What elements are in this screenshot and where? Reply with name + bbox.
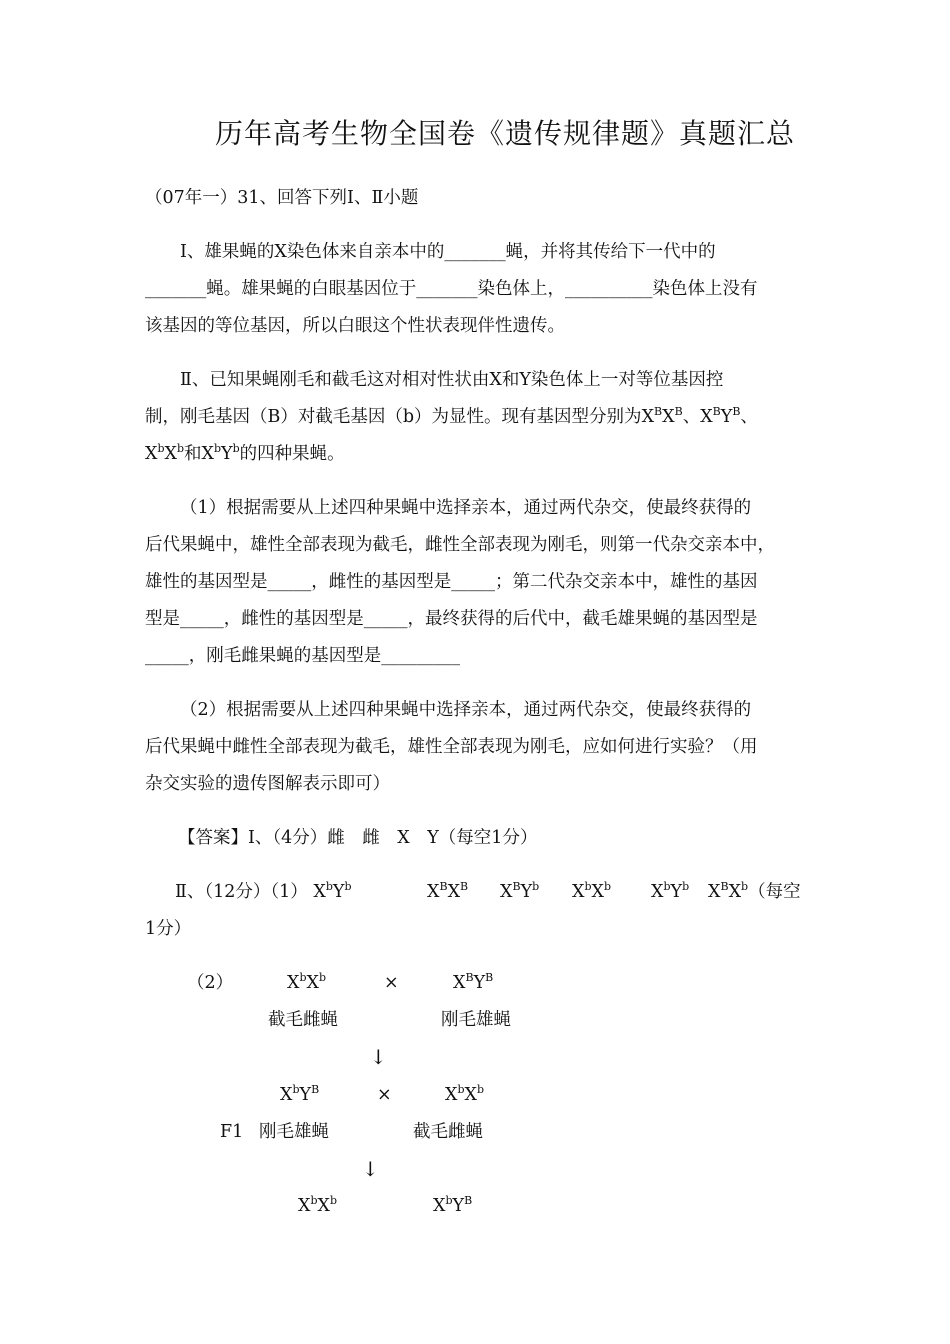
q2-line-1: （2）根据需要从上述四种果蝇中选择亲本，通过两代杂交，使最终获得的 [180, 700, 752, 720]
q2-line-2: 后代果蝇中雌性全部表现为截毛，雄性全部表现为刚毛，应如何进行实验？（用 [145, 737, 758, 757]
q1-line-2: 后代果蝇中，雄性全部表现为截毛，雌性全部表现为刚毛，则第一代杂交亲本中， [145, 535, 775, 555]
part1-line-3: 该基因的等位基因，所以白眼这个性状表现伴性遗传。 [145, 316, 565, 336]
answer-genotype-4: $X^bX^b$ [572, 880, 612, 902]
q1-line-1: （1）根据需要从上述四种果蝇中选择亲本，通过两代杂交，使最终获得的 [180, 498, 752, 518]
part1-line-1: Ⅰ、雄果蝇的X染色体来自亲本中的_______蝇，并将其传给下一代中的 [180, 242, 716, 262]
answer-part2-line-2: 1分） [145, 919, 192, 939]
f2-female-genotype: $X^bX^b$ [298, 1194, 338, 1216]
q1-line-5: _____，刚毛雌果蝇的基因型是_________ [145, 646, 460, 666]
down-arrow-icon: ↓ [370, 1045, 387, 1069]
part2-line-2: 制，刚毛基因（B）对截毛基因（b）为显性。现有基因型分别为$X^BX^B$、$X^BY^B$、 [145, 405, 758, 427]
answer-genotype-1: $X^bY^b$ [313, 880, 352, 902]
genotype-XbXb: $X^bX^b$ [145, 442, 185, 464]
answer-genotype-6: $X^BX^b$（每空 [708, 880, 801, 902]
f1-female-genotype: $X^bX^b$ [445, 1083, 485, 1105]
p-cross-symbol: × [384, 973, 399, 993]
genotype-XbYb: $X^bY^b$ [201, 442, 240, 464]
part2-line-2-text: 制，刚毛基因（B）对截毛基因（b）为显性。现有基因型分别为 [145, 407, 642, 427]
q2-line-3: 杂交实验的遗传图解表示即可） [145, 774, 390, 794]
answer-genotype-3: $X^BY^b$ [500, 880, 540, 902]
p-female-label: 截毛雌蝇 [268, 1010, 338, 1030]
p-male-genotype: $X^BY^B$ [453, 971, 494, 993]
answer-genotype-2: $X^BX^B$ [427, 880, 469, 902]
diagram-label: （2） [187, 973, 234, 993]
genotype-XBYB: $X^BY^B$ [700, 405, 741, 427]
page-title: 历年高考生物全国卷《遗传规律题》真题汇总 [214, 117, 795, 150]
answer-genotype-5: $X^bY^b$ [651, 880, 690, 902]
part1-line-2: _______蝇。雄果蝇的白眼基因位于_______染色体上，__________染色体上没有 [145, 279, 758, 299]
f1-cross-symbol: × [377, 1085, 392, 1105]
p-female-genotype: $X^bX^b$ [287, 971, 327, 993]
answer-part2-line-1: Ⅱ、（12分）（1） $X^bY^b$ [175, 880, 352, 902]
f1-female-label: 截毛雌蝇 [413, 1122, 483, 1142]
f2-male-genotype: $X^bY^B$ [433, 1194, 473, 1216]
genotype-XBXB: $X^BX^B$ [641, 405, 683, 427]
part2-line-1: Ⅱ、已知果蝇刚毛和截毛这对相对性状由X和Y染色体上一对等位基因控 [180, 370, 724, 390]
q1-line-4: 型是_____，雌性的基因型是_____，最终获得的后代中，截毛雄果蝇的基因型是 [145, 609, 758, 629]
p-male-label: 刚毛雄蝇 [441, 1010, 511, 1030]
question-header: （07年一）31、回答下列Ⅰ、Ⅱ小题 [145, 188, 419, 208]
down-arrow-2-icon: ↓ [362, 1157, 379, 1181]
q1-line-3: 雄性的基因型是_____，雌性的基因型是_____；第二代杂交亲本中，雄性的基因 [145, 572, 758, 592]
answer-part1: 【答案】Ⅰ、（4分）雌 雌 X Y（每空1分） [178, 828, 538, 848]
f1-male-label: 刚毛雄蝇 [259, 1122, 329, 1142]
f1-tag: F1 [220, 1122, 244, 1142]
part2-line-3: $X^bX^b$和$X^bY^b$的四种果蝇。 [145, 442, 345, 464]
f1-male-genotype: $X^bY^B$ [280, 1083, 320, 1105]
